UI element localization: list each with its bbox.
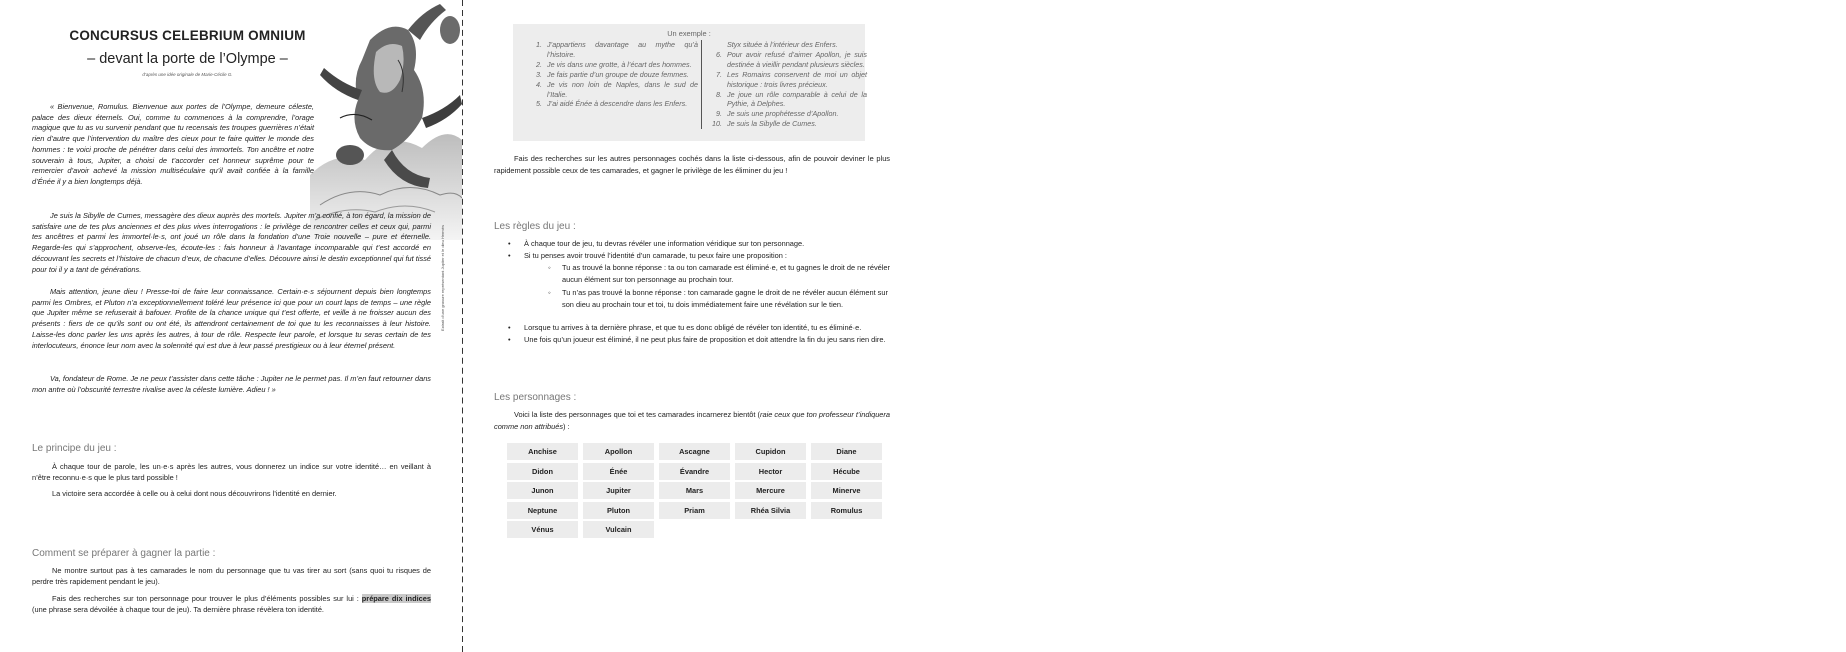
character-cell[interactable]: Rhéa Silvia bbox=[735, 502, 806, 519]
document-subtitle: – devant la porte de l’Olympe – bbox=[87, 51, 288, 67]
circle-bullet-icon: ◦ bbox=[548, 287, 551, 297]
character-cell[interactable]: Pluton bbox=[583, 502, 654, 519]
document-credit: d’après une idée originale de Marie-Cécile G. bbox=[142, 72, 233, 77]
character-cell[interactable]: Vénus bbox=[507, 521, 578, 538]
regles-heading: Les règles du jeu : bbox=[494, 221, 576, 232]
subrule-item bbox=[524, 262, 894, 286]
example-clues-right bbox=[701, 40, 867, 129]
clue-number bbox=[705, 40, 727, 50]
intro-paragraph-1: « Bienvenue, Romulus. Bienvenue aux portes de l’Olympe, demeure céleste, palace des dieux éternels. Oui, comme tu commences à la comprendre, l’orage magique que tu as vu survenir pendant que tu recensais tes troupes guerrières n’était rien d’autre que l’intervention du maître des cieux pour te faire quitter le monde des hommes : te voici proche de pénétrer dans celui des immortels. Ton ancêtre et notre souverain à tous, Jupiter, a choisi de t’accorder cet honneur suprême pour te remercier d’avoir achevé la mission multiséculaire qu’il avait confiée à la famille d’Énée il y a bien longtemps déjà. bbox=[32, 102, 314, 186]
clue-text: Je vis non loin de Naples, dans le sud de l’Italie. bbox=[547, 79, 698, 99]
example-clue bbox=[525, 80, 698, 100]
character-cell[interactable]: Ascagne bbox=[659, 443, 730, 460]
character-cell[interactable]: Diane bbox=[811, 443, 882, 460]
example-clues-left bbox=[525, 40, 698, 109]
clue-text: Pour avoir refusé d’aimer Apollon, je suis destinée à vieillir pendant plusieurs siècles. bbox=[727, 49, 867, 69]
preparer-paragraph-1: Ne montre surtout pas à tes camarades le nom du personnage que tu vas tirer au sort (sans quoi tu risques de perdre très rapidement pendant le jeu). bbox=[32, 566, 431, 586]
personnages-intro bbox=[494, 409, 890, 433]
principe-paragraph-1: À chaque tour de parole, les un·e·s après les autres, vous donnerez un indice sur votre identité… en veillant à n’être reconnu·e·s que le plus tard possible ! bbox=[32, 462, 431, 482]
character-cell[interactable]: Didon bbox=[507, 463, 578, 480]
character-cell[interactable]: Cupidon bbox=[735, 443, 806, 460]
character-cell[interactable]: Mercure bbox=[735, 482, 806, 499]
clue-number: 2. bbox=[536, 59, 542, 69]
rule-item bbox=[506, 322, 894, 334]
character-cell[interactable]: Minerve bbox=[811, 482, 882, 499]
clue-number: 3. bbox=[536, 69, 542, 79]
example-clue bbox=[525, 60, 698, 70]
research-instructions: Fais des recherches sur les autres personnages cochés dans la liste ci-dessous, afin de pouvoir deviner le plus rapidement possible ceux de tes camarades, et gagner le privilège de les éliminer du jeu ! bbox=[494, 154, 890, 176]
rules-list bbox=[506, 238, 894, 346]
subrule-text: Tu as trouvé la bonne réponse : ta ou ton camarade est éliminé·e, et tu gagnes le droit de ne révéler aucun élément sur ton personnage au prochain tour. bbox=[562, 263, 890, 285]
highlighted-instruction[interactable]: prépare dix indices bbox=[361, 594, 431, 603]
character-cell[interactable]: Apollon bbox=[583, 443, 654, 460]
clue-number: 10. bbox=[712, 119, 722, 129]
character-cell[interactable]: Priam bbox=[659, 502, 730, 519]
clue-number: 8. bbox=[716, 89, 722, 99]
character-cell[interactable]: Hécube bbox=[811, 463, 882, 480]
bullet-icon: • bbox=[508, 239, 511, 248]
example-clue bbox=[525, 40, 698, 60]
character-cell[interactable]: Anchise bbox=[507, 443, 578, 460]
character-cell[interactable]: Romulus bbox=[811, 502, 882, 519]
subrule-text: Tu n’as pas trouvé la bonne réponse : ton camarade gagne le droit de ne révéler aucun élément sur son dieu au prochain tour et toi, tu dois immédiatement faire une révélation sur le tien. bbox=[562, 287, 888, 309]
personnages-intro-start: Voici la liste des personnages que toi et tes camarades incarnerez bientôt ( bbox=[514, 410, 761, 419]
preparer-text-end: (une phrase sera dévoilée à chaque tour de jeu). Ta dernière phrase révèlera ton identité. bbox=[32, 604, 324, 614]
bullet-icon: • bbox=[508, 251, 511, 260]
character-cell[interactable]: Neptune bbox=[507, 502, 578, 519]
personnages-heading: Les personnages : bbox=[494, 392, 577, 403]
principe-paragraph-2: La victoire sera accordée à celle ou à celui dont nous découvrirons l’identité en dernier. bbox=[52, 489, 337, 498]
clue-number: 1. bbox=[536, 40, 542, 49]
clue-number: 9. bbox=[716, 109, 722, 119]
clue-number: 4. bbox=[536, 79, 542, 89]
preparer-text-start: Fais des recherches sur ton personnage pour trouver le plus d’éléments possibles sur lui : bbox=[52, 594, 362, 603]
example-clue bbox=[525, 99, 698, 109]
character-cell[interactable]: Hector bbox=[735, 463, 806, 480]
example-clue bbox=[705, 109, 867, 119]
personnages-intro-end: ) : bbox=[563, 422, 570, 432]
rule-text: Une fois qu’un joueur est éliminé, il ne peut plus faire de proposition et doit attendre la fin du jeu sans rien dire. bbox=[524, 335, 886, 344]
clue-text: Je vis dans une grotte, à l’écart des hommes. bbox=[547, 59, 692, 69]
character-cell[interactable]: Vulcain bbox=[583, 521, 654, 538]
clue-text: Les Romains conservent de moi un objet historique : trois livres précieux. bbox=[727, 69, 867, 89]
example-clue bbox=[705, 70, 867, 90]
circle-bullet-icon: ◦ bbox=[548, 263, 551, 273]
rule-item bbox=[506, 334, 894, 346]
example-clue bbox=[705, 90, 867, 110]
clue-text: Je joue un rôle comparable à celui de la Pythie, à Delphes. bbox=[727, 89, 867, 109]
clue-text: Styx située à l’intérieur des Enfers. bbox=[727, 40, 838, 49]
subrules-list bbox=[524, 262, 894, 311]
preparer-heading: Comment se préparer à gagner la partie : bbox=[32, 548, 216, 559]
clue-text: Je suis la Sibylle de Cumes. bbox=[727, 119, 817, 129]
example-clue bbox=[525, 70, 698, 80]
rule-text: À chaque tour de jeu, tu devras révéler une information véridique sur ton personnage. bbox=[524, 239, 805, 248]
preparer-paragraph-2 bbox=[32, 594, 431, 615]
clue-number: 6. bbox=[716, 49, 722, 59]
character-cell[interactable]: Énée bbox=[583, 463, 654, 480]
document-title: CONCURSUS CELEBRIUM OMNIUM bbox=[69, 28, 306, 43]
subrule-item bbox=[524, 287, 894, 311]
intro-paragraph-3: Mais attention, jeune dieu ! Presse-toi de faire leur connaissance. Certain·e·s séjournent depuis bien longtemps parmi les Ombres, et Pluton n’a exceptionnellement toléré leur présence ici que pour un court laps de temps – une règle que Jupiter même se refuserait à bafouer. Profite de la chance unique qui t’est offerte, et veille à ne froisser aucun des présents : fiers de ce qu’ils sont ou ont été, ils attendront certainement de toi que tu les reconnaisses à leur histoire. Laisse-les donc parler les uns après les autres, à tour de rôle. Respecte leur parole, et lorsque tu seras certain de tes interlocuteurs, énonce leur nom avec la solennité qui est due à leur passé prestigieux ou à leur éternel présent. bbox=[32, 287, 431, 350]
character-cell[interactable]: Évandre bbox=[659, 463, 730, 480]
clue-number: 5. bbox=[536, 99, 542, 109]
jupiter-engraving-image bbox=[310, 0, 462, 240]
example-clue bbox=[705, 119, 867, 129]
rule-text: Lorsque tu arrives à ta dernière phrase, et que tu es donc obligé de révéler ton identité, tu es éliminé·e. bbox=[524, 323, 862, 332]
rule-item bbox=[506, 238, 894, 250]
clue-text: J’ai aidé Énée à descendre dans les Enfers. bbox=[547, 99, 688, 109]
character-cell[interactable]: Junon bbox=[507, 482, 578, 499]
principe-heading: Le principe du jeu : bbox=[32, 443, 117, 454]
character-cell[interactable]: Jupiter bbox=[583, 482, 654, 499]
left-page bbox=[0, 0, 462, 652]
rule-text: Si tu penses avoir trouvé l’identité d’un camarade, tu peux faire une proposition : bbox=[524, 251, 787, 260]
example-clue bbox=[705, 40, 867, 50]
clue-text: Je fais partie d’un groupe de douze femmes. bbox=[547, 69, 689, 79]
clue-text: J’appartiens davantage au mythe qu’à l’histoire. bbox=[547, 40, 698, 59]
bullet-icon: • bbox=[508, 335, 511, 344]
intro-paragraph-4: Va, fondateur de Rome. Je ne peux t’assister dans cette tâche : Jupiter ne le permet pas. Il m’en faut retourner dans mon antre où l’obscurité terrestre rivalise avec la céleste lumière. Adieu ! » bbox=[32, 374, 431, 394]
clue-text: Je suis une prophétesse d’Apollon. bbox=[727, 109, 839, 119]
example-title: Un exemple : bbox=[667, 29, 711, 38]
example-clue bbox=[705, 50, 867, 70]
rule-item bbox=[506, 250, 894, 322]
character-cell[interactable]: Mars bbox=[659, 482, 730, 499]
example-box bbox=[513, 24, 865, 141]
personnages-intro-italic: raie ceux que ton professeur t’indiquera comme non attribués bbox=[494, 410, 890, 432]
clue-number: 7. bbox=[716, 69, 722, 79]
bullet-icon: • bbox=[508, 323, 511, 332]
image-caption: Extrait d’une gravure représentant Jupiter et le dieu Hermès bbox=[440, 225, 445, 332]
intro-paragraph-2: Je suis la Sibylle de Cumes, messagère des dieux auprès des mortels. Jupiter m’a confié, à ton égard, la mission de satisfaire une de tes plus anciennes et des plus vives interrogations : le privilège de rencontrer celles et ceux qui, parmi tes ancêtres et parmi les immortel·le·s, ont joué un rôle dans la fondation d’une Troie nouvelle – pure et éternelle. Regarde-les qui s’approchent, observe-les, écoute-les : fais honneur à l’avantage incomparable qui t’est accordé en découvrant les secrets et l’histoire de chacun d’eux, de chacune d’elles. Découvre ainsi le destin exceptionnel qui fut tissé pour toi il y a tant de générations. bbox=[32, 211, 431, 274]
